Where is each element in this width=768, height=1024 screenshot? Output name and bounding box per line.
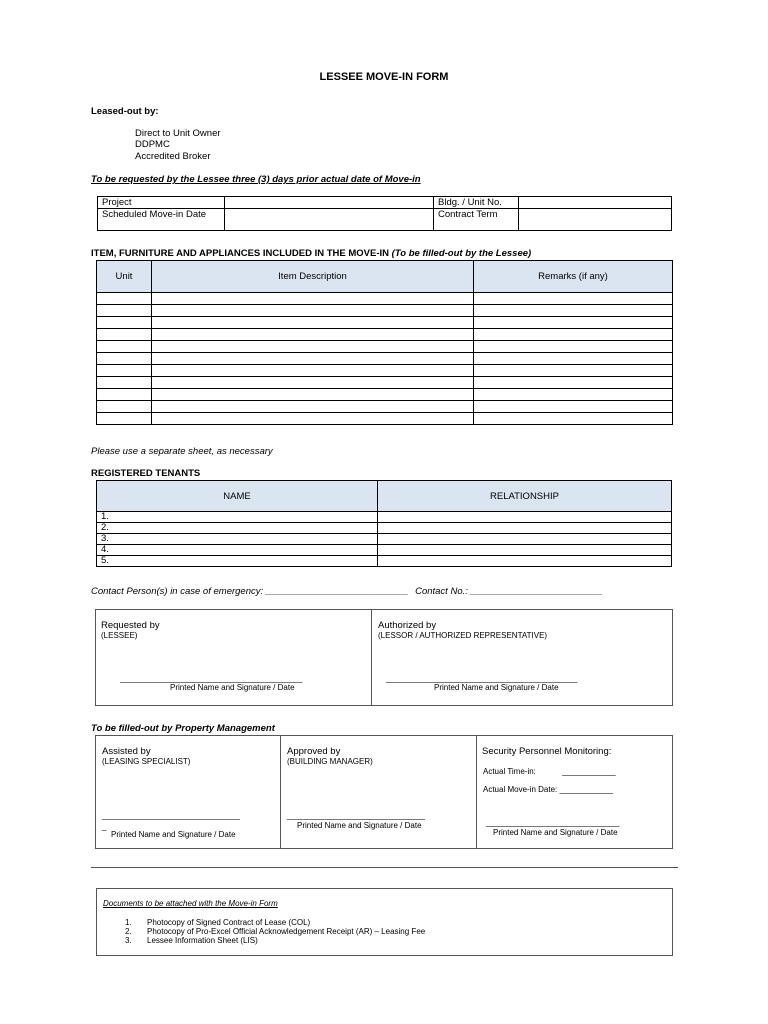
items-heading-note: (To be filled-out by the Lessee)	[391, 248, 532, 259]
actual-move-in-date-label: Actual Move-in Date:	[483, 785, 558, 794]
document-num-2: 2.	[125, 927, 132, 936]
project-value[interactable]	[225, 197, 434, 209]
pm-divider-2	[476, 736, 477, 848]
col-relationship-header: RELATIONSHIP	[378, 481, 672, 512]
item-unit-cell[interactable]	[97, 317, 152, 329]
contract-term-value[interactable]	[519, 209, 672, 231]
actual-time-in-row	[483, 767, 616, 776]
tenant-row-2[interactable]: 2.	[97, 523, 378, 534]
item-row	[97, 329, 673, 341]
col-name-header: NAME	[97, 481, 378, 512]
emergency-contact-label: Contact Person(s) in case of emergency:	[91, 586, 264, 597]
emergency-contact-blank[interactable]: ___________________________	[265, 586, 409, 597]
approved-by-label: Approved by	[287, 746, 341, 757]
scheduled-move-in-value[interactable]	[225, 209, 434, 231]
item-unit-cell[interactable]	[97, 329, 152, 341]
tenant-row-1[interactable]: 1.	[97, 512, 378, 523]
separate-sheet-note: Please use a separate sheet, as necessary	[91, 446, 273, 457]
lessor-label: (LESSOR / AUTHORIZED REPRESENTATIVE)	[378, 631, 548, 640]
item-unit-cell[interactable]	[97, 305, 152, 317]
actual-time-in-blank[interactable]: ____________	[562, 767, 616, 776]
col-unit-header: Unit	[97, 261, 152, 293]
security-monitoring-label: Security Personnel Monitoring:	[482, 746, 612, 757]
item-row	[97, 365, 673, 377]
security-signature-line[interactable]: ______________________________	[486, 818, 620, 827]
col-description-header: Item Description	[152, 261, 474, 293]
document-text-3: Lessee Information Sheet (LIS)	[147, 936, 258, 945]
approved-printed-name: Printed Name and Signature / Date	[297, 821, 422, 830]
item-unit-cell[interactable]	[97, 413, 152, 425]
actual-move-in-date-row	[483, 785, 613, 794]
leased-option-direct: Direct to Unit Owner	[135, 128, 221, 139]
item-remarks-cell[interactable]	[474, 317, 673, 329]
security-printed-name: Printed Name and Signature / Date	[493, 828, 618, 837]
page-title: LESSEE MOVE-IN FORM	[319, 71, 449, 83]
item-remarks-cell[interactable]	[474, 401, 673, 413]
tenant-row-3[interactable]: 3.	[97, 534, 378, 545]
leased-out-label: Leased-out by:	[91, 106, 159, 117]
requested-by-label: Requested by	[101, 620, 160, 631]
item-description-cell[interactable]	[152, 389, 474, 401]
item-description-cell[interactable]	[152, 341, 474, 353]
item-unit-cell[interactable]	[97, 365, 152, 377]
items-heading-text: ITEM, FURNITURE AND APPLIANCES INCLUDED IN THE MOVE-IN	[91, 248, 390, 259]
tenants-table	[96, 480, 672, 567]
item-row	[97, 341, 673, 353]
lessee-signature-line[interactable]: _________________________________________	[120, 674, 303, 683]
document-num-1: 1.	[125, 918, 132, 927]
authorized-by-label: Authorized by	[378, 620, 437, 631]
section-divider	[91, 867, 678, 868]
signature-box	[95, 609, 673, 706]
actual-time-in-label: Actual Time-in:	[483, 767, 536, 776]
bldg-unit-value[interactable]	[519, 197, 672, 209]
leased-option-ddpmc: DDPMC	[135, 139, 170, 150]
assisted-signature-line-tail: _	[102, 822, 107, 831]
item-row	[97, 353, 673, 365]
item-remarks-cell[interactable]	[474, 305, 673, 317]
documents-box	[96, 888, 673, 956]
property-mgmt-box	[95, 735, 673, 849]
item-row	[97, 317, 673, 329]
item-remarks-cell[interactable]	[474, 341, 673, 353]
assisted-printed-name: Printed Name and Signature / Date	[111, 830, 236, 839]
item-unit-cell[interactable]	[97, 377, 152, 389]
item-row	[97, 377, 673, 389]
item-unit-cell[interactable]	[97, 353, 152, 365]
leased-option-broker: Accredited Broker	[135, 151, 211, 162]
item-row	[97, 389, 673, 401]
item-remarks-cell[interactable]	[474, 389, 673, 401]
document-num-3: 3.	[125, 936, 132, 945]
item-unit-cell[interactable]	[97, 389, 152, 401]
item-row	[97, 413, 673, 425]
item-description-cell[interactable]	[152, 353, 474, 365]
contract-term-label: Contract Term	[434, 209, 519, 231]
items-table	[96, 260, 673, 425]
item-remarks-cell[interactable]	[474, 413, 673, 425]
item-row	[97, 305, 673, 317]
item-description-cell[interactable]	[152, 317, 474, 329]
items-heading	[91, 248, 531, 259]
item-description-cell[interactable]	[152, 329, 474, 341]
lessee-printed-name: Printed Name and Signature / Date	[170, 683, 295, 692]
document-item-3	[125, 936, 258, 945]
scheduled-move-in-label: Scheduled Move-in Date	[98, 209, 225, 231]
item-description-cell[interactable]	[152, 305, 474, 317]
item-description-cell[interactable]	[152, 293, 474, 305]
item-unit-cell[interactable]	[97, 341, 152, 353]
request-note: To be requested by the Lessee three (3) days prior actual date of Move-in	[91, 174, 421, 185]
item-description-cell[interactable]	[152, 377, 474, 389]
bldg-unit-label: Bldg. / Unit No.	[434, 197, 519, 209]
approved-signature-line[interactable]: _______________________________	[287, 811, 425, 820]
item-description-cell[interactable]	[152, 401, 474, 413]
tenant-relationship-1[interactable]	[378, 512, 672, 523]
tenant-relationship-5[interactable]	[378, 556, 672, 567]
project-label: Project	[98, 197, 225, 209]
document-item-1	[125, 918, 310, 927]
tenant-relationship-3[interactable]	[378, 534, 672, 545]
documents-heading: Documents to be attached with the Move-in Form	[103, 899, 278, 908]
tenant-relationship-2[interactable]	[378, 523, 672, 534]
tenant-relationship-4[interactable]	[378, 545, 672, 556]
item-row	[97, 401, 673, 413]
item-description-cell[interactable]	[152, 365, 474, 377]
item-unit-cell[interactable]	[97, 401, 152, 413]
document-item-2	[125, 927, 425, 936]
item-unit-cell[interactable]	[97, 293, 152, 305]
item-remarks-cell[interactable]	[474, 329, 673, 341]
leasing-specialist-label: (LEASING SPECIALIST)	[102, 757, 191, 766]
assisted-by-label: Assisted by	[102, 746, 151, 757]
tenants-heading: REGISTERED TENANTS	[91, 468, 201, 479]
col-remarks-header: Remarks (if any)	[474, 261, 673, 293]
building-manager-label: (BUILDING MANAGER)	[287, 757, 373, 766]
move-in-info-table	[97, 196, 672, 231]
item-row	[97, 293, 673, 305]
items-table-body	[97, 293, 673, 425]
lessor-signature-line[interactable]: ___________________________________________	[386, 674, 578, 683]
lessor-printed-name: Printed Name and Signature / Date	[434, 683, 559, 692]
document-text-1: Photocopy of Signed Contract of Lease (COL)	[147, 918, 311, 927]
item-remarks-cell[interactable]	[474, 293, 673, 305]
tenant-row-4[interactable]: 4.	[97, 545, 378, 556]
contact-no-label: Contact No.:	[415, 586, 468, 597]
property-mgmt-note: To be filled-out by Property Management	[91, 723, 275, 734]
item-remarks-cell[interactable]	[474, 353, 673, 365]
tenant-row-5[interactable]: 5.	[97, 556, 378, 567]
emergency-contact-row	[91, 586, 603, 597]
signature-divider	[371, 610, 372, 705]
item-description-cell[interactable]	[152, 413, 474, 425]
actual-move-in-date-blank[interactable]: ____________	[559, 785, 613, 794]
item-remarks-cell[interactable]	[474, 377, 673, 389]
lessee-label: (LESSEE)	[101, 631, 138, 640]
pm-divider-1	[280, 736, 281, 848]
item-remarks-cell[interactable]	[474, 365, 673, 377]
contact-no-blank[interactable]: _________________________	[470, 586, 603, 597]
document-text-2: Photocopy of Pro-Excel Official Acknowledgement Receipt (AR) – Leasing Fee	[147, 927, 426, 936]
assisted-signature-line[interactable]: _______________________________	[102, 811, 240, 820]
